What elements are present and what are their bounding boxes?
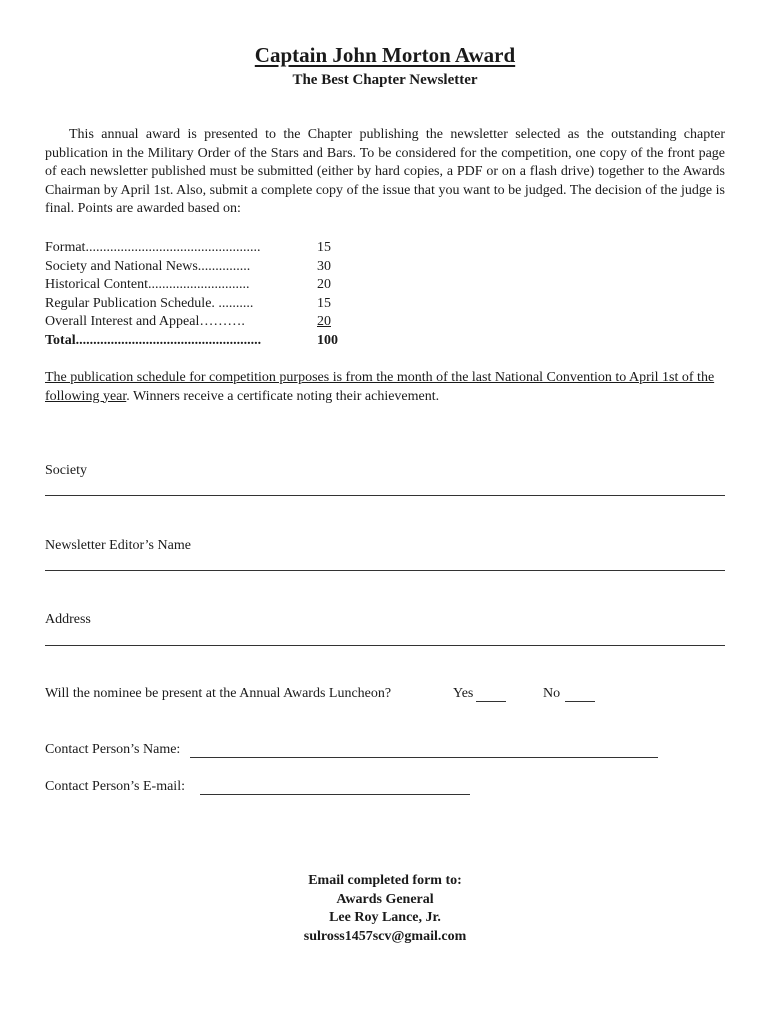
points-value: 30 — [317, 258, 331, 274]
points-row-historical — [45, 276, 365, 295]
points-value: 20 — [317, 277, 331, 293]
contact-name-field[interactable] — [190, 757, 658, 758]
points-label: Historical Content............................. — [45, 277, 250, 293]
contact-email-label: Contact Person’s E-mail: — [45, 779, 185, 794]
points-row-schedule — [45, 295, 365, 314]
address-field[interactable] — [45, 645, 725, 646]
schedule-underlined-text: The publication schedule for competition purposes is from the month of the last National Convention to April 1st of the following year — [45, 370, 715, 404]
title-text: Captain John Morton Award — [254, 43, 516, 67]
page-subtitle: The Best Chapter Newsletter — [292, 72, 478, 88]
footer-instruction: Email completed form to: — [308, 873, 462, 888]
points-row-format — [45, 239, 365, 258]
page-title — [0, 42, 770, 68]
no-field[interactable] — [565, 701, 595, 702]
points-row-news — [45, 258, 365, 277]
intro-paragraph: This annual award is presented to the Chapter publishing the newsletter selected as the outstanding chapter publication in the Military Order of the Stars and Bars. To be considered for the competition, one copy of the front page of each newsletter published must be submitted (either by hard copies, a PDF or on a flash drive) together to the Awards Chairman by April 1st. Also, submit a complete copy of the issue that you want to be judged. The decision of the judge is final. Points are awarded based on: — [45, 127, 725, 217]
points-label: Format.................................................. — [45, 240, 261, 255]
points-row-interest — [45, 313, 365, 332]
address-label: Address — [45, 612, 91, 627]
schedule-rest-text: . Winners receive a certificate noting their achievement. — [126, 388, 440, 404]
points-table — [45, 239, 365, 351]
footer-recipient-title: Awards General — [336, 891, 434, 907]
points-total-value: 100 — [317, 332, 338, 348]
footer-email-link[interactable]: sulross1457scv@gmail.com — [303, 928, 467, 944]
society-field[interactable] — [45, 495, 725, 496]
submission-footer — [0, 872, 770, 946]
editor-name-label: Newsletter Editor’s Name — [45, 538, 191, 553]
points-row-total — [45, 332, 365, 351]
contact-email-field[interactable] — [200, 794, 470, 795]
contact-name-label: Contact Person’s Name: — [45, 742, 181, 757]
no-label: No — [543, 686, 561, 701]
yes-field[interactable] — [476, 701, 506, 702]
points-total-label: Total..................................................... — [45, 332, 262, 348]
footer-recipient-name: Lee Roy Lance, Jr. — [329, 910, 441, 926]
points-label: Society and National News............... — [45, 258, 251, 274]
luncheon-question: Will the nominee be present at the Annual Awards Luncheon? — [45, 686, 392, 701]
points-value: 15 — [317, 295, 331, 311]
points-value: 15 — [317, 240, 331, 255]
society-label: Society — [45, 463, 87, 478]
yes-label: Yes — [453, 686, 474, 701]
points-label: Overall Interest and Appeal………. — [45, 314, 245, 330]
points-label: Regular Publication Schedule. .......... — [45, 295, 254, 311]
schedule-paragraph — [45, 369, 729, 406]
points-value: 20 — [317, 314, 331, 330]
editor-name-field[interactable] — [45, 570, 725, 571]
